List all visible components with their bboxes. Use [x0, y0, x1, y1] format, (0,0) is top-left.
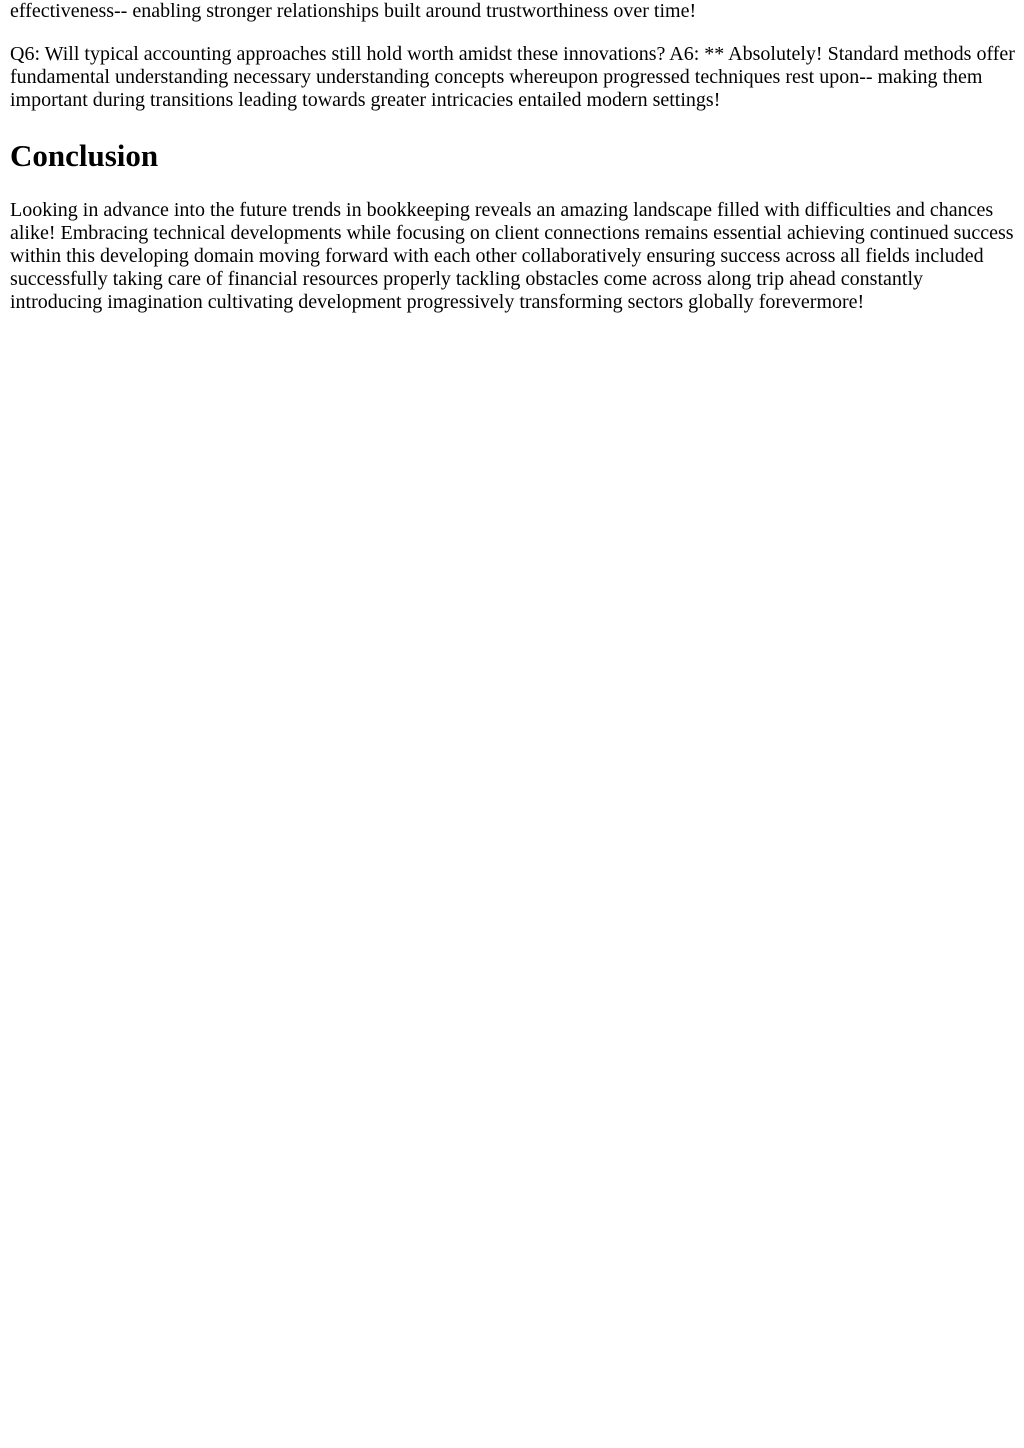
conclusion-paragraph: Looking in advance into the future trends in bookkeeping reveals an amazing landscape filled with difficulties and chances alike! Embracing technical developments while focusing on client connections remains essential achieving continued success within this developing domain moving forward with each other collaboratively ensuring success across all fields included successfully taking care of financial resources properly tackling obstacles come across along trip ahead constantly introducing imagination cultivating development progressively transforming sectors globally forevermore!	[10, 199, 1014, 313]
intro-fragment-paragraph: effectiveness-- enabling stronger relationships built around trustworthiness over time!	[10, 0, 697, 22]
faq-q6-paragraph: Q6: Will typical accounting approaches still hold worth amidst these innovations? A6: ** Absolutely! Standard methods offer fundamental understanding necessary understanding concepts whereupon progressed techniques rest upon-- making them important during transitions leading towards greater intricacies entailed modern settings!	[10, 43, 1015, 111]
conclusion-heading: Conclusion	[10, 138, 159, 173]
